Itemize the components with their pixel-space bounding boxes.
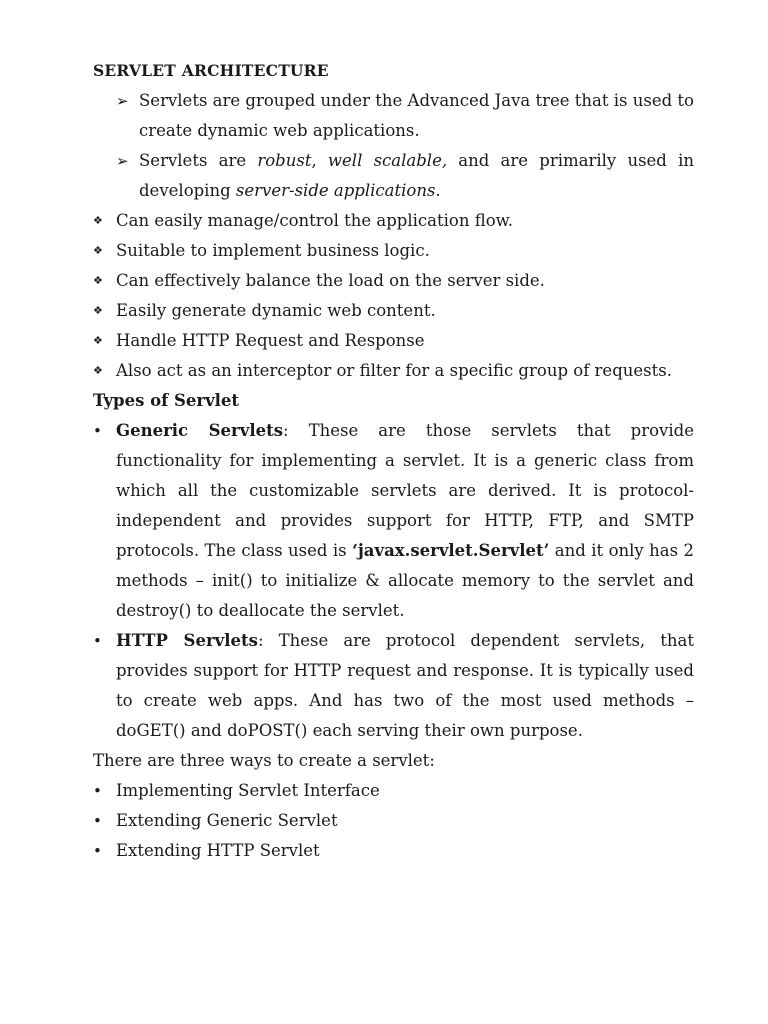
type-class-name: ‘javax.servlet.Servlet’ xyxy=(352,541,550,560)
arrow-list xyxy=(93,86,694,206)
bullet-dot-icon: • xyxy=(93,422,102,440)
diamond-bullet-icon: ❖ xyxy=(93,244,103,257)
type-description: These are those servlets that provide functionality for implementing a servlet. It is a generic class from which all the customizable servlets are derived. It is protocol-independent and provides support for HTTP, FTP, and SMTP protocols. The class used is xyxy=(116,421,694,560)
arrow-item-prefix: Servlets are xyxy=(139,151,258,170)
feature-text: Easily generate dynamic web content. xyxy=(116,301,436,320)
arrow-item-mid: and are primarily used in developing xyxy=(139,151,694,200)
feature-text: Suitable to implement business logic. xyxy=(116,241,430,260)
type-colon: : xyxy=(283,421,289,440)
feature-list-item xyxy=(93,266,694,296)
emphasis-robust: robust xyxy=(257,151,312,170)
way-list-item xyxy=(93,836,694,866)
section-heading xyxy=(93,56,694,86)
diamond-bullet-icon: ❖ xyxy=(93,334,103,347)
arrow-item-sep: , xyxy=(311,151,328,170)
type-term: HTTP Servlets xyxy=(116,631,258,650)
diamond-bullet-icon: ❖ xyxy=(93,274,103,287)
arrow-item-text: Servlets are grouped under the Advanced Java tree that is used to create dynamic web applications. xyxy=(139,91,694,140)
feature-list-item xyxy=(93,236,694,266)
ways-intro: There are three ways to create a servlet: xyxy=(93,751,435,770)
feature-list-item xyxy=(93,296,694,326)
emphasis-server-side: server-side applications xyxy=(235,181,436,200)
diamond-bullet-icon: ❖ xyxy=(93,214,103,227)
types-list xyxy=(93,416,694,746)
type-list-item xyxy=(93,626,694,746)
feature-list-item xyxy=(93,326,694,356)
arrow-list-item xyxy=(93,146,694,206)
arrow-bullet-icon: ➢ xyxy=(116,152,129,170)
bullet-dot-icon: • xyxy=(93,842,102,860)
way-text: Extending HTTP Servlet xyxy=(116,841,320,860)
feature-list-item xyxy=(93,356,694,386)
arrow-item-suffix: . xyxy=(435,181,441,200)
type-list-item xyxy=(93,416,694,626)
type-description: These are protocol dependent servlets, that provides support for HTTP request and response. It is typically used to create web apps. And has two of the most used methods – doGET() and doPOST() each serving their own purpose. xyxy=(116,631,694,740)
arrow-list-item xyxy=(93,86,694,146)
way-list-item xyxy=(93,806,694,836)
feature-text: Handle HTTP Request and Response xyxy=(116,331,425,350)
bullet-dot-icon: • xyxy=(93,782,102,800)
arrow-bullet-icon: ➢ xyxy=(116,92,129,110)
way-text: Extending Generic Servlet xyxy=(116,811,338,830)
feature-text: Also act as an interceptor or filter for a specific group of requests. xyxy=(116,361,672,380)
way-list-item xyxy=(93,776,694,806)
types-heading: Types of Servlet xyxy=(93,391,240,410)
feature-list-item xyxy=(93,206,694,236)
document-body xyxy=(93,56,694,866)
type-term: Generic Servlets xyxy=(116,421,284,440)
feature-text: Can effectively balance the load on the server side. xyxy=(116,271,545,290)
diamond-bullet-icon: ❖ xyxy=(93,304,103,317)
feature-text: Can easily manage/control the application flow. xyxy=(116,211,514,230)
way-text: Implementing Servlet Interface xyxy=(116,781,380,800)
heading-part-1: SERVLET xyxy=(93,61,177,80)
ways-list xyxy=(93,776,694,866)
bullet-dot-icon: • xyxy=(93,632,102,650)
diamond-bullet-icon: ❖ xyxy=(93,364,103,377)
type-description-cont: and it only has 2 methods – init() to initialize & allocate memory to the servlet and destroy() to deallocate the servlet. xyxy=(116,541,694,620)
emphasis-scalable: well scalable, xyxy=(327,151,448,170)
bullet-dot-icon: • xyxy=(93,812,102,830)
type-colon: : xyxy=(257,631,264,650)
heading-part-2: ARCHITECTURE xyxy=(181,61,329,80)
feature-list xyxy=(93,206,694,386)
